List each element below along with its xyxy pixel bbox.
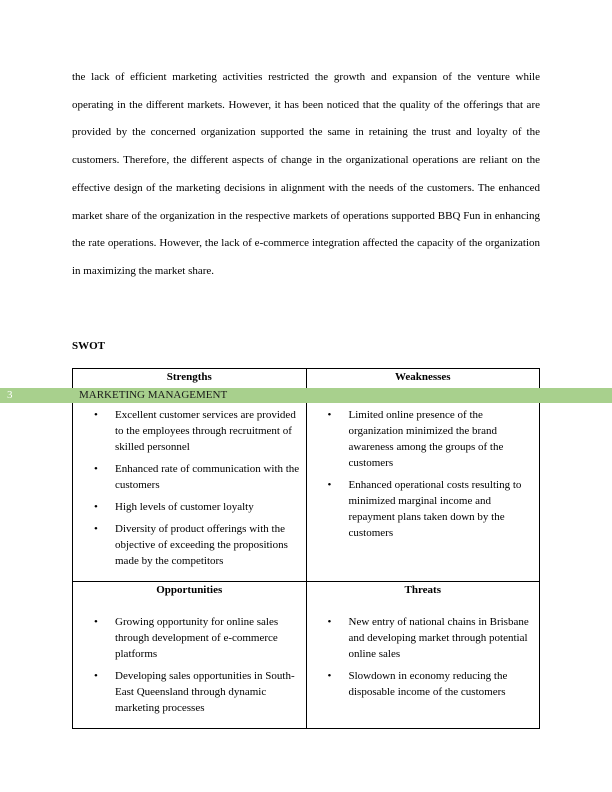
strength-item-4: Diversity of product offerings with the objective of exceeding the propositions made by the competitors	[115, 523, 288, 567]
list-item	[94, 614, 302, 662]
threat-item-2: Slowdown in economy reducing the disposable income of the customers	[348, 670, 508, 698]
bullet-icon: •	[94, 463, 98, 475]
list-item	[94, 668, 302, 716]
weakness-item-1: Limited online presence of the organization minimized the brand awareness among the groups of the customers	[348, 409, 504, 469]
opportunities-cell	[73, 582, 307, 729]
bullet-icon: •	[94, 523, 98, 535]
bullet-icon: •	[94, 409, 98, 421]
body-paragraph: the lack of efficient marketing activities restricted the growth and expansion of the venture while operating in the different markets. However, it has been noticed that the quality of the offerings that are provided by the concerned organization supported the same in retaining the trust and loyalty of the customers. Therefore, the different aspects of change in the organizational operations are reliant on the effective design of the marketing decisions in alignment with the needs of the customers. The enhanced market share of the organization in the respective markets of operations supported BBQ Fun in enhancing the rate operations. However, the lack of e-commerce integration affected the capacity of the organization in maximizing the market share.	[72, 71, 540, 277]
threats-list	[311, 614, 536, 700]
swot-table	[72, 368, 540, 729]
bullet-icon: •	[94, 670, 98, 682]
list-item	[327, 614, 536, 662]
opportunities-title: Opportunities	[156, 584, 223, 596]
opportunities-list	[77, 614, 302, 716]
weakness-item-2: Enhanced operational costs resulting to minimized marginal income and repayment plans taken down by the customers	[348, 479, 522, 539]
list-item	[94, 521, 302, 569]
list-item	[327, 477, 536, 541]
swot-row-bottom	[73, 582, 540, 729]
list-item	[94, 499, 302, 515]
strength-item-1: Excellent customer services are provided to the employees through recruitment of skilled personnel	[115, 409, 296, 453]
weaknesses-list	[311, 407, 536, 541]
list-item	[94, 461, 302, 493]
threats-cell	[306, 582, 540, 729]
opportunity-item-2: Developing sales opportunities in South-East Queensland through dynamic marketing processes	[115, 670, 295, 714]
running-title: MARKETING MANAGEMENT	[79, 389, 228, 401]
list-item	[94, 407, 302, 455]
bullet-icon: •	[94, 501, 98, 513]
weaknesses-title: Weaknesses	[394, 371, 451, 383]
opportunity-item-1: Growing opportunity for online sales through development of e-commerce platforms	[115, 616, 279, 660]
strength-item-2: Enhanced rate of communication with the customers	[115, 463, 300, 491]
list-item	[327, 668, 536, 700]
page-number: 3	[7, 389, 13, 401]
list-item	[327, 407, 536, 471]
swot-heading: SWOT	[72, 340, 106, 352]
strengths-title: Strengths	[166, 371, 212, 383]
bullet-icon: •	[327, 479, 332, 491]
bullet-icon: •	[94, 616, 98, 628]
threat-item-1: New entry of national chains in Brisbane and developing market through potential online sales	[348, 616, 529, 660]
bullet-icon: •	[327, 409, 332, 421]
bullet-icon: •	[327, 616, 332, 628]
bullet-icon: •	[327, 670, 332, 682]
strengths-list	[77, 407, 302, 569]
strength-item-3: High levels of customer loyalty	[115, 501, 254, 513]
threats-title: Threats	[404, 584, 441, 596]
